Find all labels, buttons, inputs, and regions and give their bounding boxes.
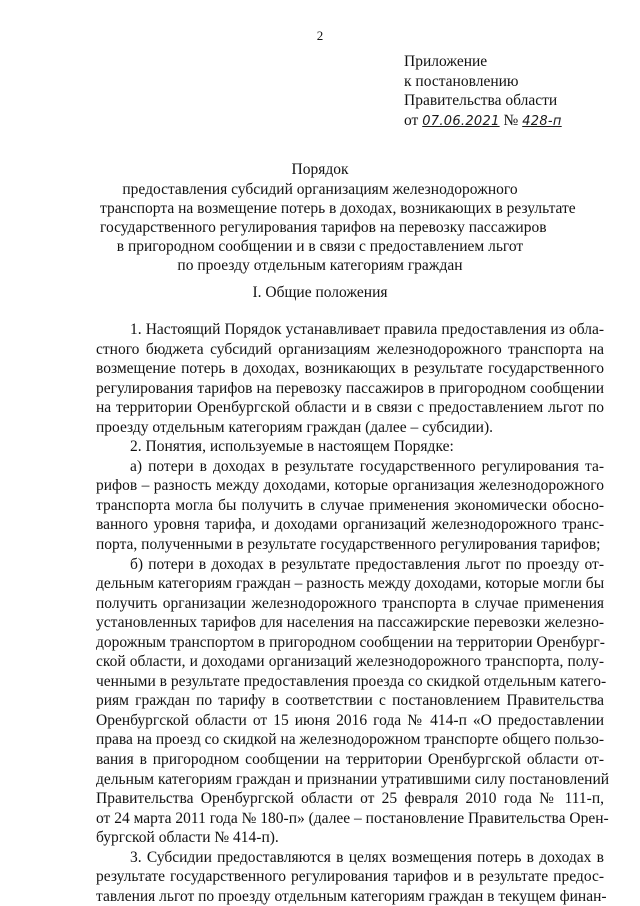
appendix-date-prefix: от: [404, 111, 419, 129]
document-subtitle-line: по проезду отдельным категориям граждан: [177, 257, 463, 274]
body-line: проезду отдельным категориям граждан (далее – субсидии).: [96, 418, 493, 436]
body-line: б) потери в доходах в результате предоставления льгот по проезду от-: [130, 555, 604, 573]
document-title: Порядок: [291, 161, 349, 178]
body-line: рифов – разность между доходами, которые организация железнодорожного: [96, 477, 604, 495]
body-line: дельным категориям граждан – разность между доходами, которые могли бы: [96, 575, 605, 593]
appendix-line-2: к постановлению: [404, 72, 519, 90]
appendix-number-value: 428-п: [522, 113, 562, 129]
body-line: установленных тарифов для населения на пассажирские перевозки железно-: [96, 614, 604, 632]
appendix-date-line: [404, 111, 562, 132]
body-line: возмещение потерь в доходах, возникающих в результате государственного: [96, 360, 604, 378]
body-line: Правительства Оренбургской области от 25 февраля 2010 года № 111-п,: [96, 790, 604, 808]
body-line: на территории Оренбургской области и в связи с предоставлением льгот по: [96, 399, 604, 417]
body-line: вания в пригородном сообщении на территории Оренбургской области от-: [96, 751, 604, 769]
body-line: ванного уровня тарифа, и доходами организаций железнодорожного транс-: [96, 516, 604, 534]
body-line: тавления льгот по проезду отдельным категориям граждан в текущем финан-: [96, 887, 607, 905]
document-title-block: [100, 160, 576, 275]
body-line: получить организации железнодорожного транспорта в случае применения: [96, 594, 604, 612]
body-line: 1. Настоящий Порядок устанавливает правила предоставления из обла-: [130, 321, 604, 338]
appendix-line-1: Приложение: [404, 53, 488, 70]
appendix-number-prefix: №: [503, 111, 519, 129]
body-line: а) потери в доходах в результате государственного регулирования та-: [130, 457, 604, 475]
body-line: порта, полученными в результате государственного регулирования тарифов;: [96, 536, 601, 554]
body-line: ской области, и доходами организаций железнодорожного транспорта, полу-: [96, 653, 604, 671]
body-line: дорожным транспортом в пригородном сообщении на территории Оренбург-: [96, 633, 605, 651]
body-line: стного бюджета субсидий организациям железнодорожного транспорта на: [96, 340, 604, 358]
document-subtitle-line: государственного регулирования тарифов на перевозку пассажиров: [100, 219, 547, 236]
body-line: дельным категориям граждан и признании утратившими силу постановлений: [96, 770, 610, 788]
document-subtitle-line: транспорта на возмещение потерь в доходах, возникающих в результате: [100, 200, 576, 217]
appendix-date-value: 07.06.2021: [422, 113, 500, 129]
body-line: от 24 марта 2011 года № 180-п» (далее – постановление Правительства Орен-: [96, 809, 609, 827]
body-line: транспорта могла бы получить в случае применения экономически обосно-: [96, 496, 604, 514]
body-line: ченными в результате предоставления проезда со скидкой отдельным катего-: [96, 672, 607, 690]
body-line: регулирования тарифов на перевозку пассажиров в пригородном сообщении: [96, 379, 604, 397]
body-line: Оренбургской области от 15 июня 2016 года № 414-п «О предоставлении: [96, 711, 604, 729]
appendix-block: [404, 52, 562, 131]
body-line: бургской области № 414-п).: [96, 829, 279, 847]
document-subtitle-line: в пригородном сообщении и в связи с предоставлением льгот: [116, 238, 524, 255]
document-subtitle-line: предоставления субсидий организациям железнодорожного: [122, 181, 518, 198]
page-number: 2: [316, 28, 324, 43]
body-line: 3. Субсидии предоставляются в целях возмещения потерь в доходах в: [130, 848, 604, 866]
body-line: права на проезд со скидкой на железнодорожном транспорте общего пользо-: [96, 731, 604, 749]
body-text: [96, 320, 610, 906]
body-line: результате государственного регулирования тарифов и в результате предос-: [96, 868, 604, 886]
appendix-line-3: Правительства области: [404, 92, 558, 109]
body-line: риям граждан по тарифу в соответствии с постановлением Правительства: [96, 692, 604, 710]
section-heading: I. Общие положения: [252, 284, 388, 301]
body-line: 2. Понятия, используемые в настоящем Порядке:: [130, 438, 454, 456]
